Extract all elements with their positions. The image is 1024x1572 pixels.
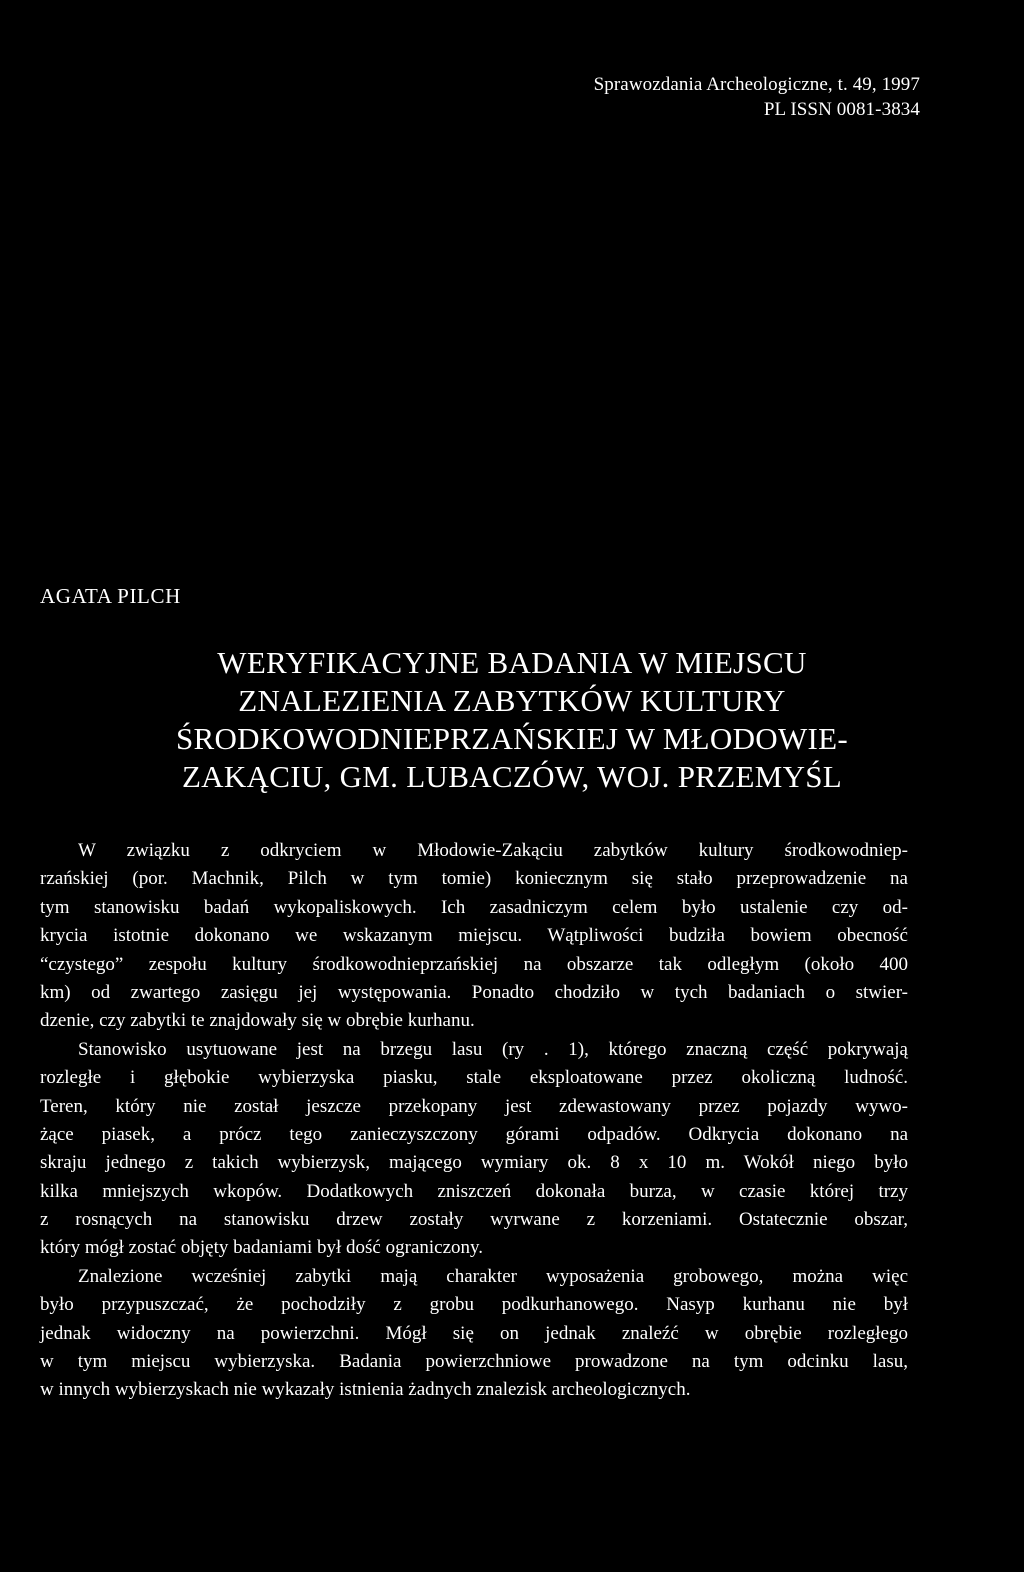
body-line: W związku z odkryciem w Młodowie-Zakąciu zabytków kultury środkowodniep- xyxy=(78,840,908,861)
journal-header xyxy=(594,72,920,122)
body-line: Znalezione wcześniej zabytki mają charakter wyposażenia grobowego, można więc xyxy=(78,1265,908,1287)
body-line: rozległe i głębokie wybierzyska piasku, stale eksploatowane przez okoliczną ludność. xyxy=(40,1067,908,1089)
title-line: ŚRODKOWODNIEPRZAŃSKIEJ W MŁODOWIE- xyxy=(175,721,849,756)
journal-citation: Sprawozdania Archeologiczne, t. 49, 1997 xyxy=(593,74,920,95)
title-line: ZAKĄCIU, GM. LUBACZÓW, WOJ. PRZEMYŚL xyxy=(181,759,843,794)
article-body xyxy=(40,837,908,1405)
title-line: ZNALEZIENIA ZABYTKÓW KULTURY xyxy=(238,683,786,718)
body-line: rzańskiej (por. Machnik, Pilch w tym tomie) koniecznym się stało przeprowadzenie na xyxy=(40,868,908,890)
body-line: “czystego” zespołu kultury środkowodnieprzańskiej na obszarze tak odległym (około 400 xyxy=(40,953,908,975)
body-line: który mógł zostać objęty badaniami był dość ograniczony. xyxy=(40,1237,484,1259)
body-line: km) od zwartego zasięgu jej występowania. Ponadto chodziło w tych badaniach o stwier- xyxy=(40,981,908,1003)
body-line: z rosnących na stanowisku drzew zostały wyrwane z korzeniami. Ostatecznie obszar, xyxy=(40,1209,908,1231)
body-line: w innych wybierzyskach nie wykazały istnienia żadnych znalezisk archeologicznych. xyxy=(40,1379,691,1401)
body-line: Stanowisko usytuowane jest na brzegu lasu (ry . 1), którego znaczną część pokrywają xyxy=(78,1038,908,1060)
body-line: skraju jednego z takich wybierzysk, mającego wymiary ok. 8 x 10 m. Wokół niego było xyxy=(40,1152,908,1174)
article-title xyxy=(40,644,984,796)
body-line: było przypuszczać, że pochodziły z grobu podkurhanowego. Nasyp kurhanu nie był xyxy=(40,1294,908,1316)
body-line: w tym miejscu wybierzyska. Badania powierzchniowe prowadzone na tym odcinku lasu, xyxy=(40,1351,908,1373)
body-line: krycia istotnie dokonano we wskazanym miejscu. Wątpliwości budziła bowiem obecność xyxy=(40,925,908,947)
title-line: WERYFIKACYJNE BADANIA W MIEJSCU xyxy=(217,645,807,680)
article-author: AGATA PILCH xyxy=(40,584,181,608)
journal-issn: PL ISSN 0081-3834 xyxy=(763,99,920,120)
body-line: dzenie, czy zabytki te znajdowały się w obrębie kurhanu. xyxy=(40,1010,475,1032)
body-line: Teren, który nie został jeszcze przekopany jest zdewastowany przez pojazdy wywo- xyxy=(40,1095,908,1117)
body-line: tym stanowisku badań wykopaliskowych. Ich zasadniczym celem było ustalenie czy od- xyxy=(40,896,908,918)
body-line: kilka mniejszych wkopów. Dodatkowych zniszczeń dokonała burza, w czasie której trzy xyxy=(40,1180,908,1202)
body-line: jednak widoczny na powierzchni. Mógł się on jednak znaleźć w obrębie rozległego xyxy=(40,1322,908,1344)
body-line: żące piasek, a prócz tego zanieczyszczony górami odpadów. Odkrycia dokonano na xyxy=(40,1123,908,1145)
